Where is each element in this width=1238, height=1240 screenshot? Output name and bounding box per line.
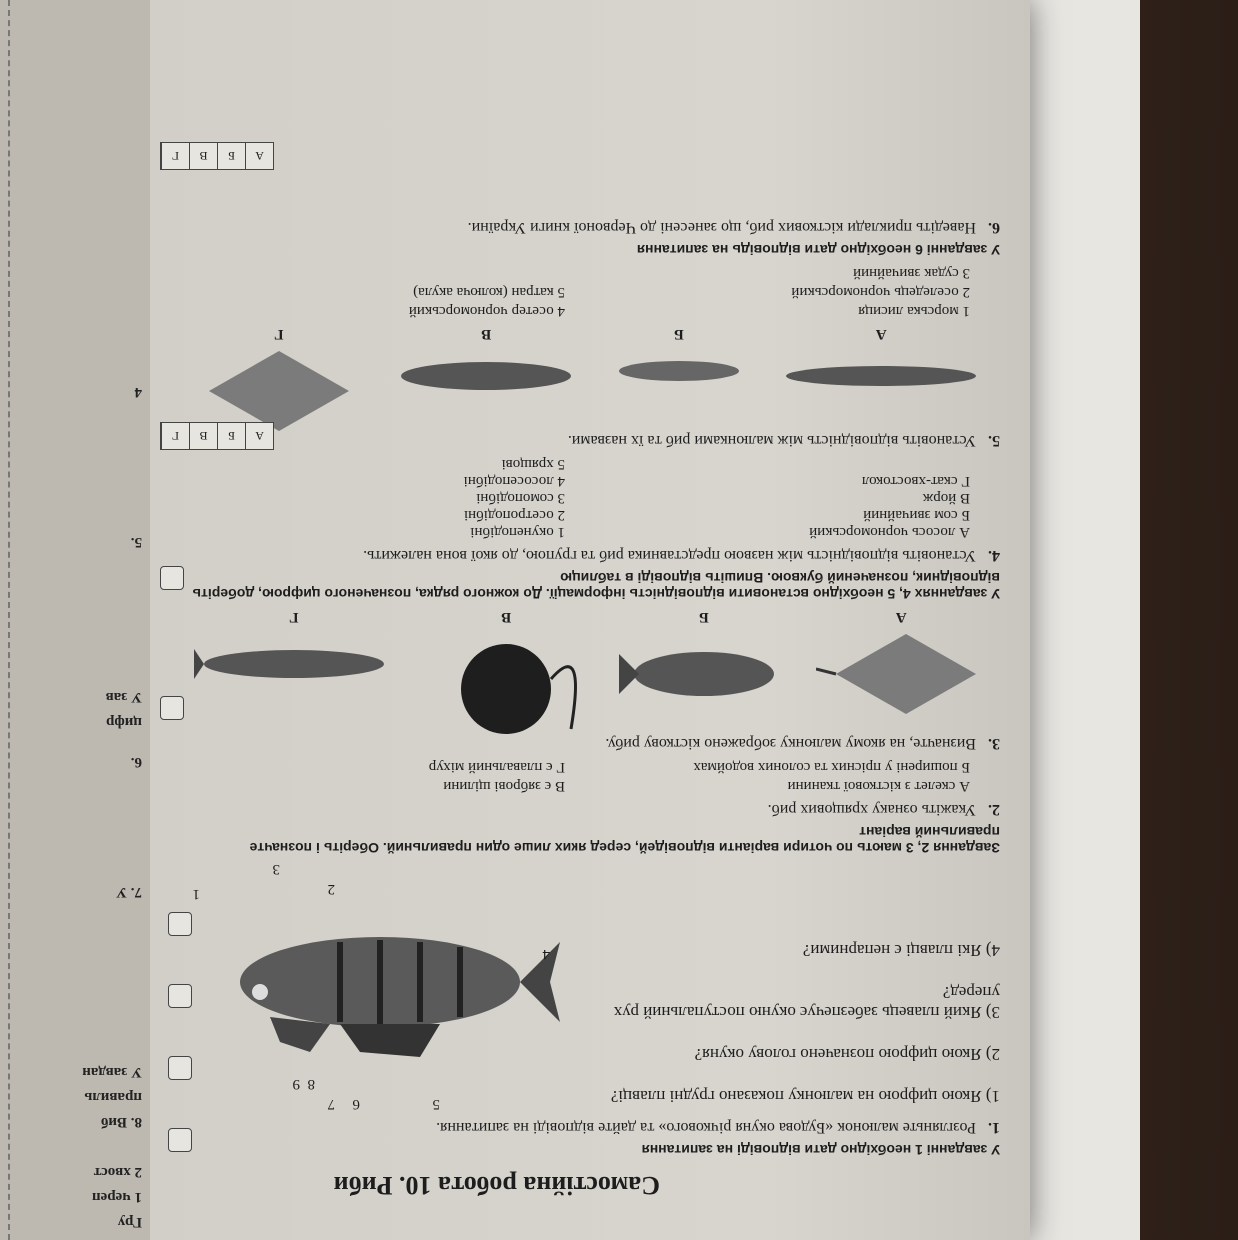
answer-box-2[interactable] bbox=[160, 696, 184, 720]
perch-section bbox=[180, 862, 1000, 1112]
question-number: 6. bbox=[988, 219, 1000, 236]
perch-label-4: 4 bbox=[542, 946, 550, 962]
instruction-4: У завданні 6 необхідно дати відповідь на запитання bbox=[636, 242, 1000, 258]
table-header: Б bbox=[217, 143, 245, 169]
side-text: Гру bbox=[117, 1214, 142, 1230]
table-header: Г bbox=[161, 423, 189, 449]
herring-icon bbox=[614, 346, 744, 396]
sub-question-2: 2) Якою цифрою позначено голову окуня? bbox=[694, 1045, 1000, 1064]
figure-label: А bbox=[895, 609, 907, 625]
side-text: У завдан bbox=[82, 1064, 142, 1080]
answer-table-4[interactable] bbox=[160, 422, 274, 450]
zander-icon bbox=[396, 346, 576, 406]
side-text: У зав bbox=[105, 689, 142, 705]
table-header: Б bbox=[217, 423, 245, 449]
figure-v bbox=[421, 608, 591, 739]
electric-ray-icon bbox=[421, 629, 591, 739]
figure-label: Г bbox=[273, 326, 284, 342]
side-text: 6. bbox=[130, 754, 142, 770]
question-text: Установіть відповідність між малюнками риб та їх назвами. bbox=[567, 432, 976, 449]
perch-drawing bbox=[180, 862, 560, 1112]
fish-name: 1 морська лисиця bbox=[858, 303, 970, 319]
question-5-names bbox=[180, 264, 970, 319]
perch-label-3: 3 bbox=[272, 861, 280, 877]
instruction-2: Завдання 2, 3 мають по чотири варіанти відповідей, серед яких лише один правильний. Оберіть і позначте правильний варіант bbox=[249, 824, 1000, 856]
question-2 bbox=[180, 800, 1000, 818]
question-4 bbox=[180, 546, 1000, 564]
answer-boxes bbox=[168, 912, 192, 1152]
question-6 bbox=[180, 218, 1000, 236]
option-a[interactable]: А скелет з кісткової тканини bbox=[787, 778, 970, 794]
question-number: 2. bbox=[988, 801, 1000, 818]
question-5-figures bbox=[180, 325, 1000, 425]
side-text: правиль bbox=[84, 1089, 142, 1105]
instruction-3: У завданнях 4, 5 необхідно встановити відповідність інформації. До кожного рядка, позначеного цифрою, доберіть відповідник, позначений буквою. Впишіть відповіді в таблицю bbox=[192, 570, 1000, 602]
side-text: 2 хвост bbox=[93, 1164, 142, 1180]
question-text: Розгляньте малюнок «Будова окуня річкового» та дайте відповіді на запитання. bbox=[436, 1119, 976, 1136]
question-2-options bbox=[180, 758, 970, 794]
q4-group: 2 осетроподібні bbox=[463, 507, 565, 523]
perch-label-6: 6 bbox=[352, 1096, 360, 1112]
answer-box-3[interactable] bbox=[160, 566, 184, 590]
q4-group: 4 лососеподібні bbox=[463, 473, 565, 489]
page-title: Самостійна робота 10. Риби bbox=[333, 1171, 660, 1200]
question-number: 5. bbox=[988, 432, 1000, 449]
table-header: В bbox=[189, 143, 217, 169]
adjacent-page bbox=[0, 0, 150, 1240]
q4-item: В йорж bbox=[922, 490, 970, 506]
perch-label-2: 2 bbox=[327, 881, 335, 897]
figure-label: Г bbox=[288, 609, 299, 625]
answer-table-5[interactable] bbox=[160, 142, 274, 170]
figure-label: Б bbox=[673, 326, 684, 342]
instruction-1: У завданні 1 необхідно дати відповіді на запитання bbox=[641, 1142, 1000, 1158]
figure-a bbox=[816, 608, 986, 719]
question-number: 3. bbox=[988, 735, 1000, 752]
question-number: 1. bbox=[988, 1119, 1000, 1136]
figure-label: Б bbox=[698, 609, 709, 625]
question-4-options bbox=[180, 455, 970, 540]
perch-label-5: 5 bbox=[432, 1096, 440, 1112]
question-1 bbox=[180, 1118, 1000, 1136]
answer-box-1-2[interactable] bbox=[168, 1056, 192, 1080]
page-edge bbox=[1030, 0, 1140, 1240]
question-number: 4. bbox=[988, 547, 1000, 564]
q4-item: Б сом звичайний bbox=[863, 507, 970, 523]
question-text: Укажіть ознаку хрящових риб. bbox=[767, 801, 976, 818]
sub-question-4: 4) Які плавці є непарними? bbox=[802, 941, 1000, 960]
perch-label-9: 9 bbox=[292, 1076, 300, 1092]
fish-name: 3 судак звичайний bbox=[853, 265, 970, 281]
table-header: В bbox=[189, 423, 217, 449]
figure-label: В bbox=[481, 326, 492, 342]
fish-name: 5 катран (колюча акула) bbox=[413, 284, 565, 300]
side-text: 5. bbox=[130, 534, 142, 550]
perch-label-1: 1 bbox=[192, 886, 200, 902]
stingray-icon bbox=[816, 629, 986, 719]
worksheet-page bbox=[150, 0, 1030, 1240]
perch-diagram bbox=[180, 862, 560, 1112]
table-header: А bbox=[245, 143, 273, 169]
table-header: Г bbox=[161, 143, 189, 169]
option-g[interactable]: Г є плавальний міхур bbox=[428, 759, 565, 775]
perch-label-8: 8 bbox=[307, 1076, 315, 1092]
question-text: Визначте, на якому малюнку зображено кісткову рибу. bbox=[605, 735, 976, 752]
figure-label: А bbox=[875, 326, 887, 342]
question-text: Наведіть приклади кісткових риб, що занесені до Червоної книги України. bbox=[467, 219, 976, 236]
answer-box-1-3[interactable] bbox=[168, 984, 192, 1008]
sub-question-1: 1) Якою цифрою на малюнку показано грудні плавці? bbox=[610, 1087, 1000, 1106]
q4-left-list bbox=[585, 455, 970, 540]
side-text: 4 bbox=[134, 384, 142, 400]
sturgeon-icon bbox=[781, 346, 981, 406]
option-b[interactable]: Б поширені у прісних та солоних водоймах bbox=[693, 759, 970, 775]
cut-line bbox=[8, 0, 10, 1240]
figure-v bbox=[396, 325, 576, 406]
option-v[interactable]: В є зяброві щілини bbox=[443, 778, 565, 794]
q4-group: 3 сомоподібні bbox=[476, 490, 565, 506]
shark-icon bbox=[194, 629, 394, 699]
q4-right-list bbox=[180, 455, 565, 540]
figure-b bbox=[614, 325, 744, 396]
q4-item: Г скат-хвостокол bbox=[861, 473, 970, 489]
perch-label-7: 7 bbox=[327, 1096, 335, 1112]
question-text: Установіть відповідність між назвою представника риб та групою, до якої вона належить. bbox=[363, 547, 976, 564]
figure-a bbox=[781, 325, 981, 406]
side-text: 8. Виб bbox=[100, 1114, 142, 1130]
figure-g bbox=[194, 608, 394, 699]
table-header: А bbox=[245, 423, 273, 449]
fish-name: 2 оселедець чорноморський bbox=[791, 284, 970, 300]
figure-label: В bbox=[501, 609, 512, 625]
answer-box-1-4[interactable] bbox=[168, 912, 192, 936]
question-3-figures bbox=[180, 608, 1000, 728]
side-text: 1 череп bbox=[91, 1189, 142, 1205]
figure-g bbox=[199, 325, 359, 436]
q4-group: 1 окунеподібні bbox=[470, 524, 565, 540]
sub-question-3: 3) Який плавець забезпечує окуню поступальний рух уперед? bbox=[613, 983, 1000, 1022]
perch-icon bbox=[619, 629, 789, 719]
q4-item: А лосось чорноморський bbox=[809, 524, 970, 540]
figure-b bbox=[619, 608, 789, 719]
answer-box-1-1[interactable] bbox=[168, 1128, 192, 1152]
side-text: цифр bbox=[105, 714, 142, 730]
q4-group: 5 хрящові bbox=[501, 456, 565, 472]
perch-questions bbox=[600, 936, 1000, 1112]
side-text: 7. У bbox=[115, 884, 142, 900]
fish-name: 4 осетер чорноморський bbox=[408, 303, 565, 319]
